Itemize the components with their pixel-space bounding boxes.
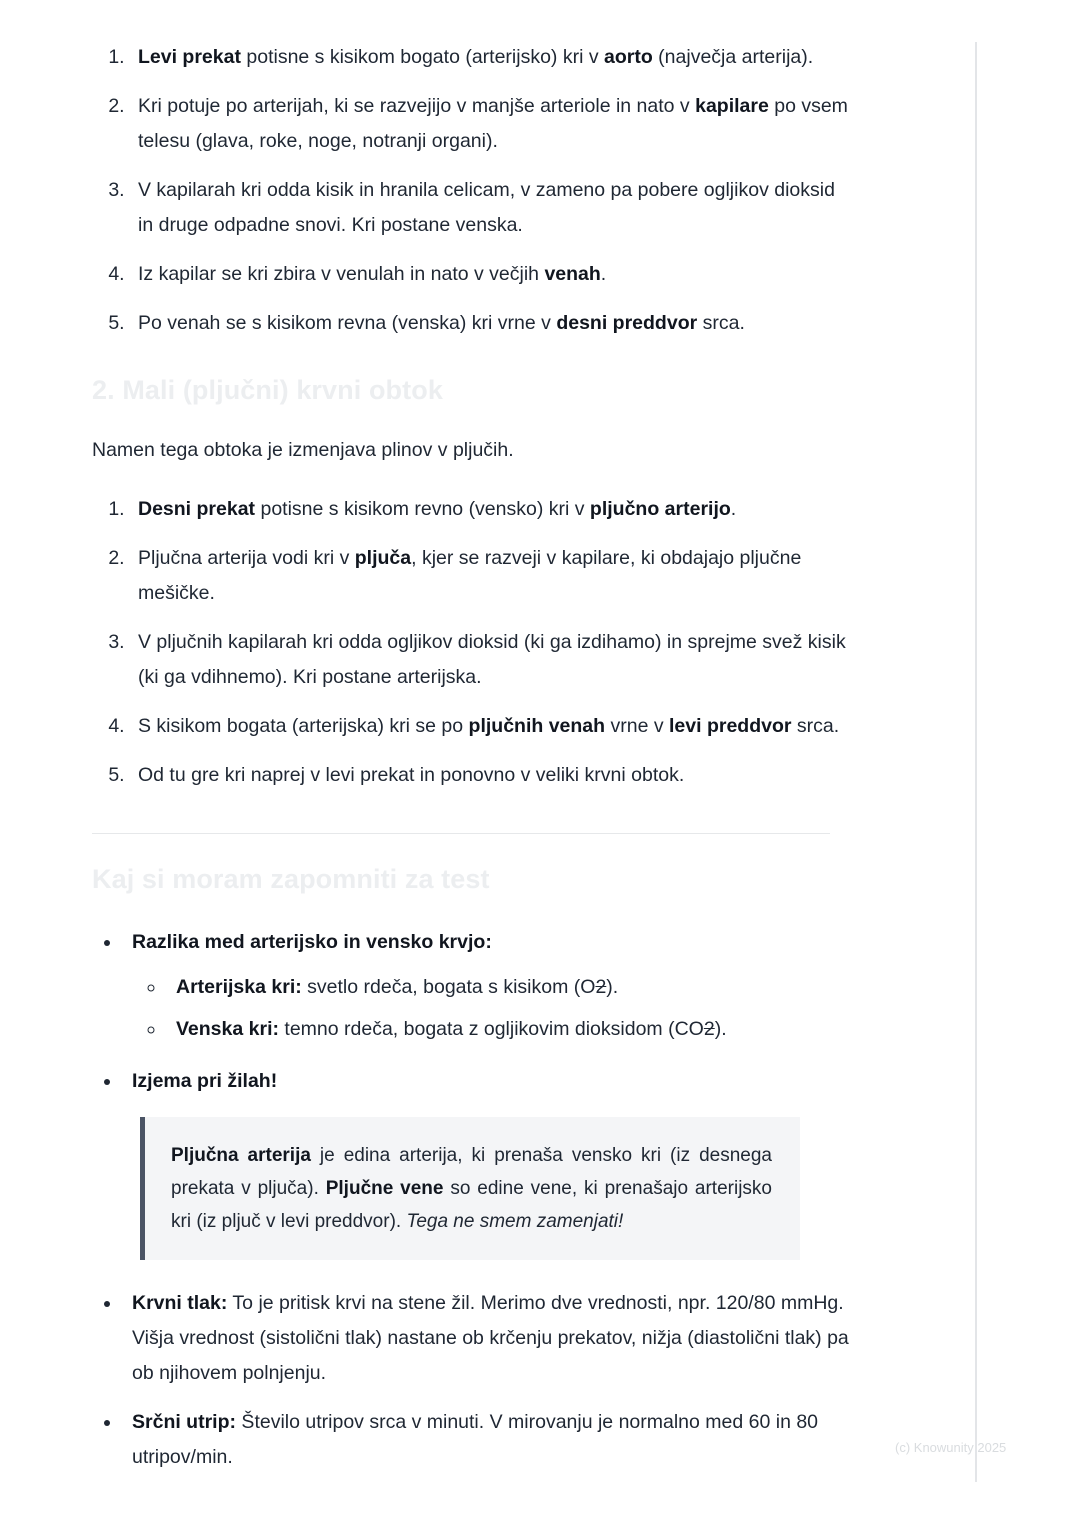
step-text: Iz kapilar se kri zbira v venulah in nato v večjih: [138, 263, 545, 285]
step-lead: Levi prekat: [138, 46, 241, 68]
step-text-tail: .: [730, 498, 737, 520]
venous-text: temno rdeča, bogata z ogljikovim dioksidom (CO: [278, 1018, 704, 1040]
watermark: (c) Knowunity 2025: [895, 1440, 1007, 1455]
venous-label: Venska kri:: [176, 1018, 279, 1040]
list-item: [130, 758, 852, 793]
list-item: [130, 541, 852, 611]
step-text: V pljučnih kapilarah kri odda ogljikov dioksid (ki ga izdihamo) in sprejme svež kisik (ki ga vdihnemo). Kri postane arterijska.: [138, 631, 846, 688]
step-lead: Desni prekat: [138, 498, 256, 520]
arterial-text: svetlo rdeča, bogata s kisikom (O: [301, 976, 596, 998]
test-notes-list: [92, 925, 852, 1475]
section-heading-test-notes: Kaj si moram zapomniti za test: [92, 864, 490, 894]
list-item: [130, 40, 852, 75]
step-bold: pljučno arterijo: [589, 498, 731, 520]
step-text-tail: , kjer se razveji v kapilare, ki obdajajo pljučne mešičke.: [138, 547, 802, 604]
list-item: [130, 173, 852, 243]
systemic-circulation-list: [92, 40, 852, 341]
blood-pressure-label: Krvni tlak:: [132, 1292, 228, 1314]
step-text-tail: srca.: [697, 312, 745, 334]
list-item: [166, 966, 852, 1008]
arterial-subscript: 2: [595, 976, 607, 998]
step-text: Pljučna arterija vodi kri v: [138, 547, 355, 569]
step-text-tail: srca.: [791, 715, 840, 737]
list-item: [130, 306, 852, 341]
list-item: [130, 257, 852, 292]
list-item: [130, 492, 852, 527]
list-item: [122, 1286, 852, 1391]
blood-type-sublist: [132, 966, 852, 1050]
step-text-mid: vrne v: [605, 715, 669, 737]
callout-italic: Tega ne smem zamenjati!: [406, 1211, 624, 1232]
bullet-title: Razlika med arterijsko in vensko krvjo:: [132, 931, 492, 953]
list-item: [122, 1064, 852, 1260]
list-item: [166, 1008, 852, 1050]
heart-rate-text: Število utripov srca v minuti. V mirovanju je normalno med 60 in 80 utripov/min.: [132, 1411, 819, 1468]
step-text-tail: (največja arterija).: [652, 46, 814, 68]
step-text: Po venah se s kisikom revna (venska) kri vrne v: [138, 312, 557, 334]
step-text: V kapilarah kri odda kisik in hranila celicam, v zameno pa pobere ogljikov dioksid in druge odpadne snovi. Kri postane venska.: [138, 179, 835, 236]
list-item: [130, 625, 852, 695]
section-divider: [92, 833, 830, 834]
callout-text: [171, 1139, 772, 1238]
heart-rate-label: Srčni utrip:: [132, 1411, 237, 1433]
callout-bold-1: Pljučna arterija: [171, 1145, 311, 1166]
bullet-title-exception: Izjema pri žilah!: [132, 1070, 278, 1092]
step-text-tail: .: [600, 263, 607, 285]
step-text: Kri potuje po arterijah, ki se razvejijo v manjše arteriole in nato v: [138, 95, 696, 117]
callout-text-1: je edina arterija, ki prenaša vensko kri (iz desnega prekata v pljuča).: [171, 1145, 772, 1199]
step-text: potisne s kisikom bogato (arterijsko) kri v: [240, 46, 605, 68]
callout-box: [140, 1117, 800, 1260]
step-bold: desni preddvor: [556, 312, 698, 334]
list-item: [130, 89, 852, 159]
step-bold: pljuča: [354, 547, 412, 569]
step-text: Od tu gre kri naprej v levi prekat in ponovno v veliki krvni obtok.: [138, 764, 685, 786]
pulmonary-circulation-list: [92, 492, 852, 793]
section-heading-pulmonary: 2. Mali (pljučni) krvni obtok: [92, 375, 443, 405]
callout-bold-2: Pljučne vene: [325, 1178, 444, 1199]
venous-tail: ).: [714, 1018, 727, 1040]
step-bold: venah: [544, 263, 601, 285]
list-item: [122, 1405, 852, 1475]
step-bold-2: levi preddvor: [669, 715, 792, 737]
blood-pressure-text: To je pritisk krvi na stene žil. Merimo dve vrednosti, npr. 120/80 mmHg. Višja vrednost (sistolični tlak) nastane ob krčenju prekatov, nižja (diastolični tlak) pa ob njihovem polnjenju.: [132, 1292, 849, 1384]
step-text-tail: po vsem telesu (glava, roke, noge, notranji organi).: [138, 95, 848, 152]
venous-subscript: 2: [703, 1018, 715, 1040]
step-text: potisne s kisikom revno (vensko) kri v: [255, 498, 590, 520]
arterial-tail: ).: [606, 976, 619, 998]
list-item: [130, 709, 852, 744]
section-intro-paragraph: Namen tega obtoka je izmenjava plinov v pljučih.: [92, 439, 514, 461]
step-bold: pljučnih venah: [468, 715, 606, 737]
step-bold: kapilare: [695, 95, 769, 117]
list-item: [122, 925, 852, 1050]
step-bold: aorto: [604, 46, 653, 68]
step-text: S kisikom bogata (arterijska) kri se po: [138, 715, 469, 737]
document-content: [92, 40, 852, 1475]
arterial-label: Arterijska kri:: [176, 976, 302, 998]
callout-text-2: so edine vene, ki prenašajo arterijsko kri (iz pljuč v levi preddvor).: [171, 1178, 772, 1232]
page-right-rule: [975, 42, 977, 1482]
